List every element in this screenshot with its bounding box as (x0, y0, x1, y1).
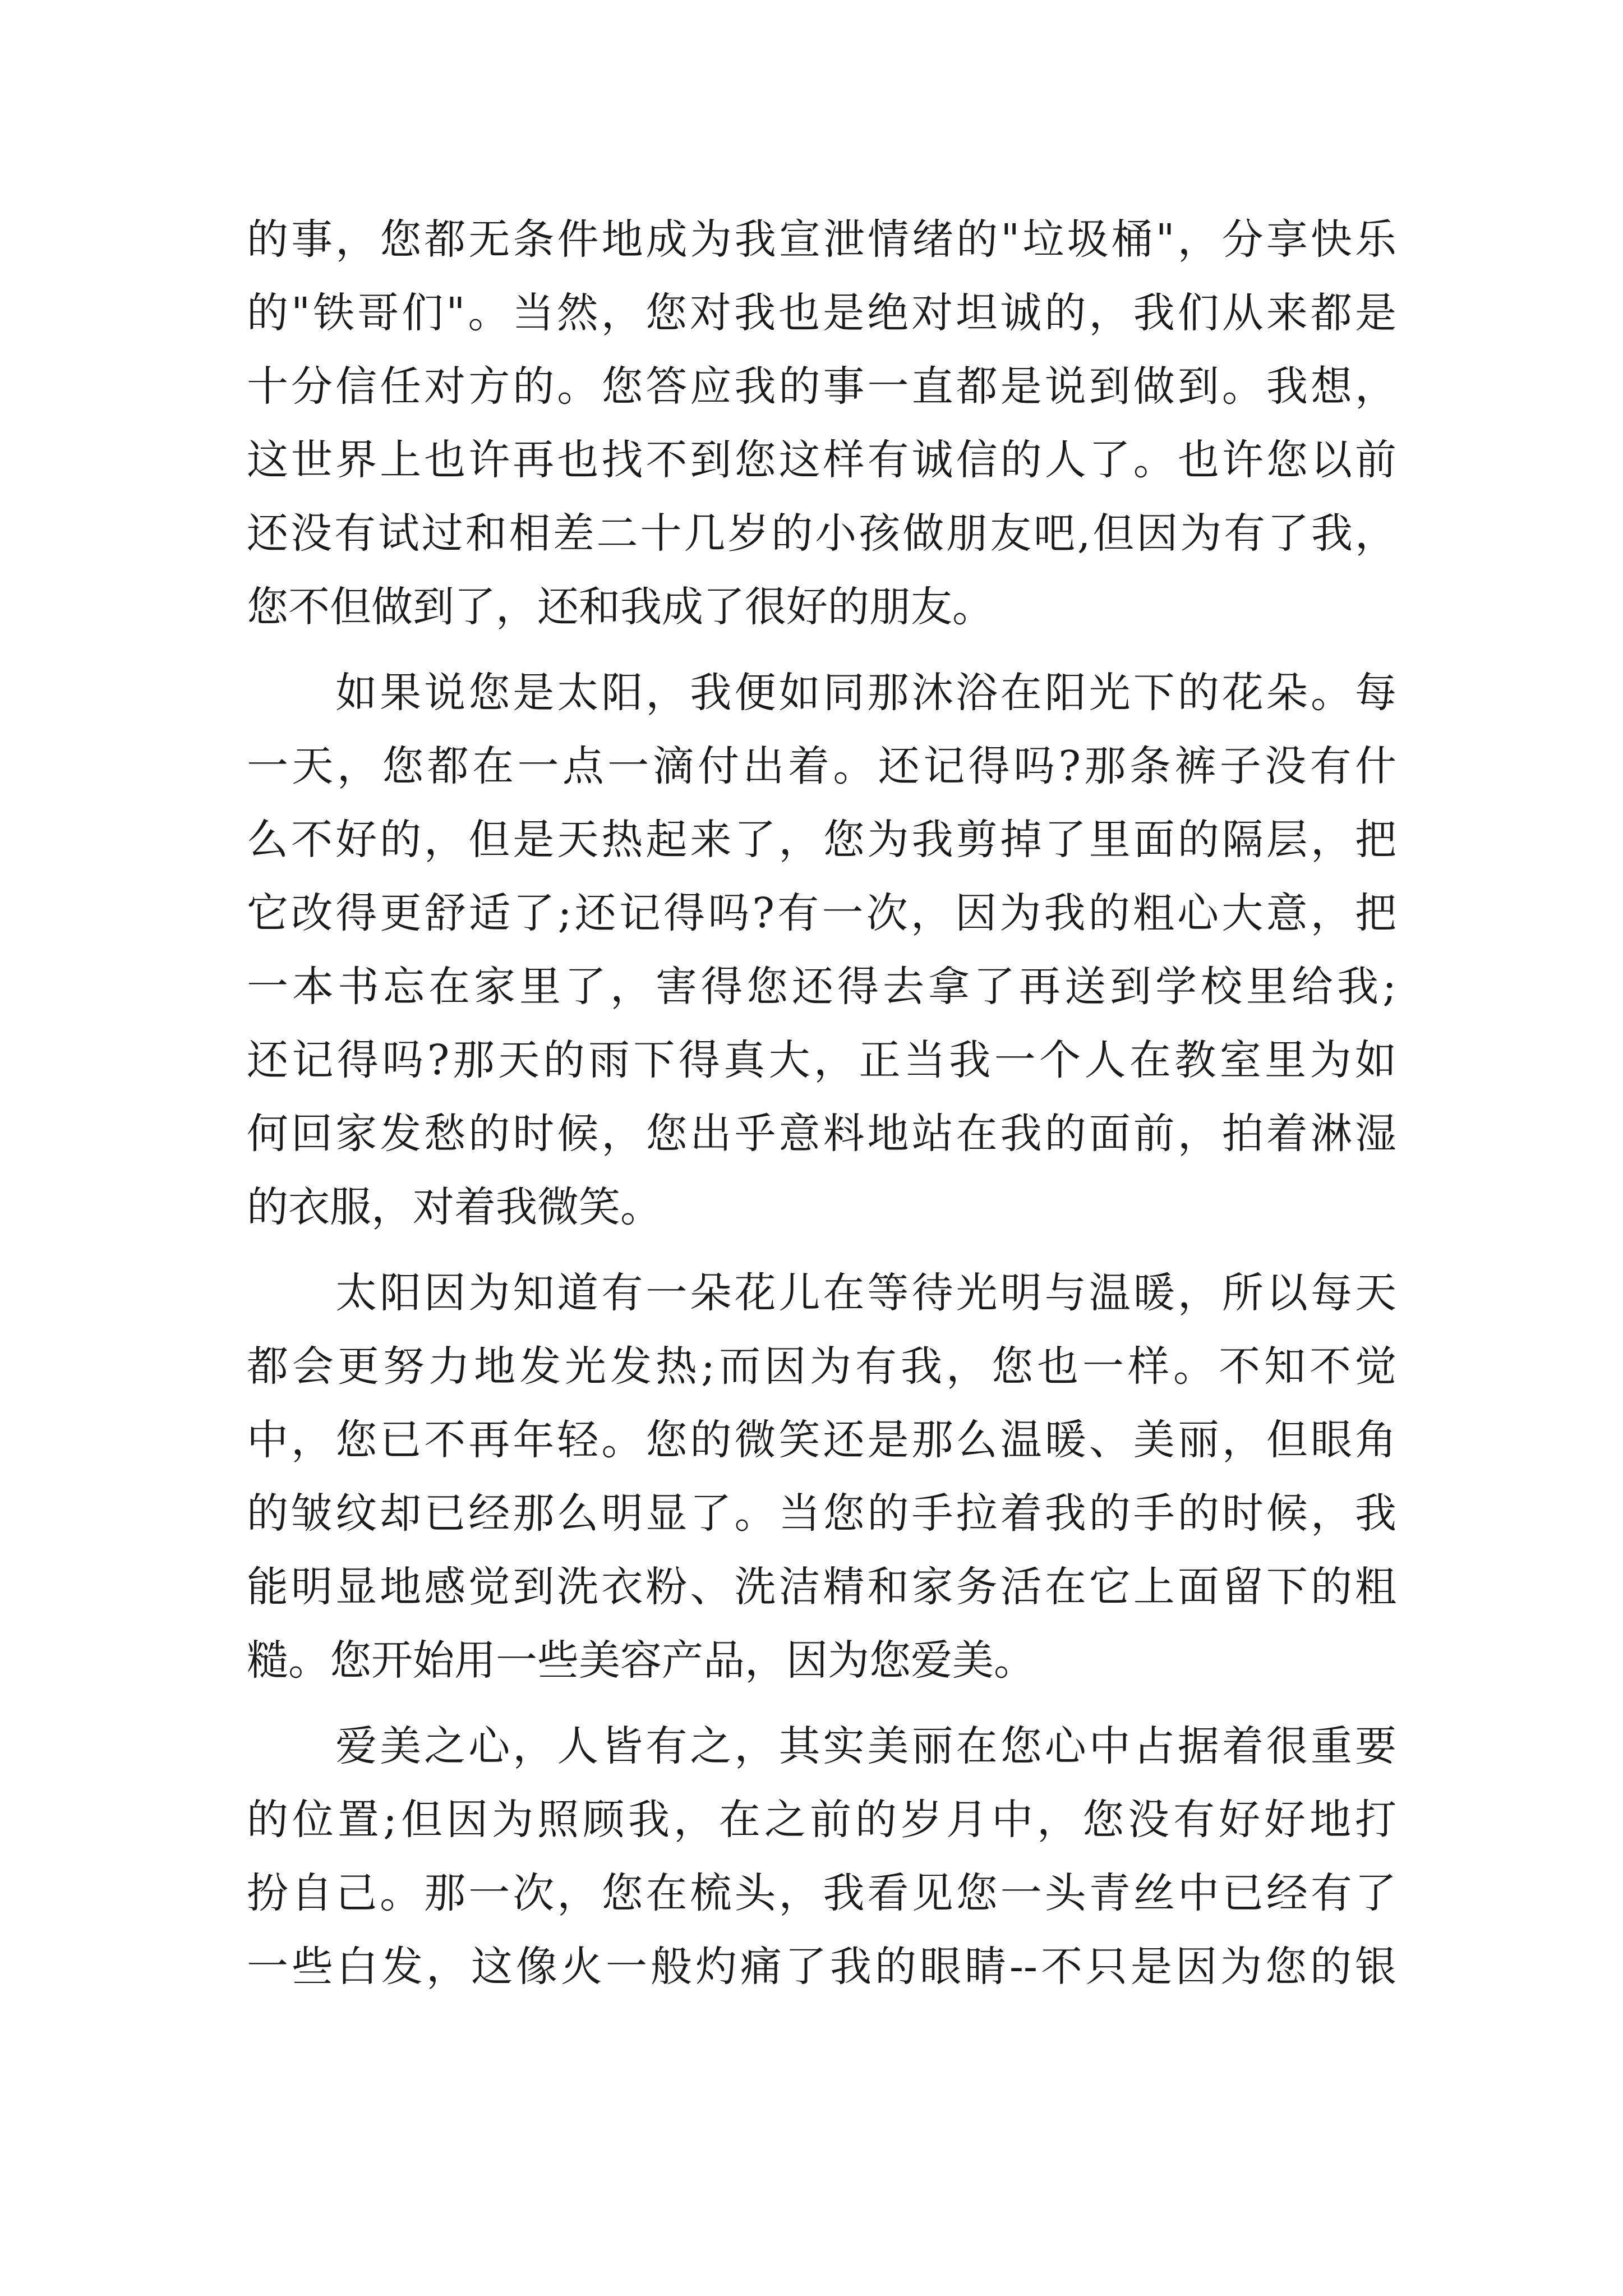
text-line: 何回家发愁的时候，您出乎意料地站在我的面前，拍着淋湿 (247, 1110, 1396, 1158)
text-line: 一些白发，这像火一般灼痛了我的眼睛--不只是因为您的银 (247, 1943, 1396, 1991)
text-line: 糙。您开始用一些美容产品，因为您爱美。 (247, 1636, 1035, 1685)
text-line: 这世界上也许再也找不到您这样有诚信的人了。也许您以前 (247, 436, 1396, 484)
text-line: 一天，您都在一点一滴付出着。还记得吗?那条裤子没有什 (247, 742, 1396, 790)
text-line: 的位置;但因为照顾我，在之前的岁月中，您没有好好地打 (247, 1796, 1396, 1844)
text-line: 都会更努力地发光发热;而因为有我，您也一样。不知不觉 (247, 1342, 1396, 1391)
text-line: 的衣服，对着我微笑。 (247, 1183, 662, 1231)
text-line: 的皱纹却已经那么明显了。当您的手拉着我的手的时候，我 (247, 1489, 1396, 1538)
text-line: 中，您已不再年轻。您的微笑还是那么温暖、美丽，但眼角 (247, 1416, 1396, 1464)
text-line: 太阳因为知道有一朵花儿在等待光明与温暖，所以每天 (247, 1269, 1396, 1317)
text-line: 还没有试过和相差二十几岁的小孩做朋友吧,但因为有了我， (247, 509, 1396, 558)
text-line: 么不好的，但是天热起来了，您为我剪掉了里面的隔层，把 (247, 816, 1396, 864)
text-line: 一本书忘在家里了，害得您还得去拿了再送到学校里给我; (247, 963, 1396, 1011)
paragraph-3 (247, 1257, 1396, 1697)
text-line: 十分信任对方的。您答应我的事一直都是说到做到。我想， (247, 362, 1396, 411)
text-line: 能明显地感觉到洗衣粉、洗洁精和家务活在它上面留下的粗 (247, 1563, 1396, 1611)
text-line: 扮自己。那一次，您在梳头，我看见您一头青丝中已经有了 (247, 1869, 1396, 1917)
paragraph-2 (247, 656, 1396, 1244)
text-line: 还记得吗?那天的雨下得真大，正当我一个人在教室里为如 (247, 1036, 1396, 1084)
text-line: 爱美之心，人皆有之，其实美丽在您心中占据着很重要 (247, 1722, 1396, 1770)
text-line: 的"铁哥们"。当然，您对我也是绝对坦诚的，我们从来都是 (247, 289, 1396, 337)
paragraph-1 (247, 203, 1396, 644)
text-line: 的事，您都无条件地成为我宣泄情绪的"垃圾桶"，分享快乐 (247, 215, 1396, 264)
paragraph-4 (247, 1710, 1396, 2004)
text-line: 您不但做到了，还和我成了很好的朋友。 (247, 583, 994, 631)
body-text (247, 203, 1396, 2016)
text-line: 如果说您是太阳，我便如同那沐浴在阳光下的花朵。每 (247, 669, 1396, 717)
text-line: 它改得更舒适了;还记得吗?有一次，因为我的粗心大意，把 (247, 889, 1396, 937)
